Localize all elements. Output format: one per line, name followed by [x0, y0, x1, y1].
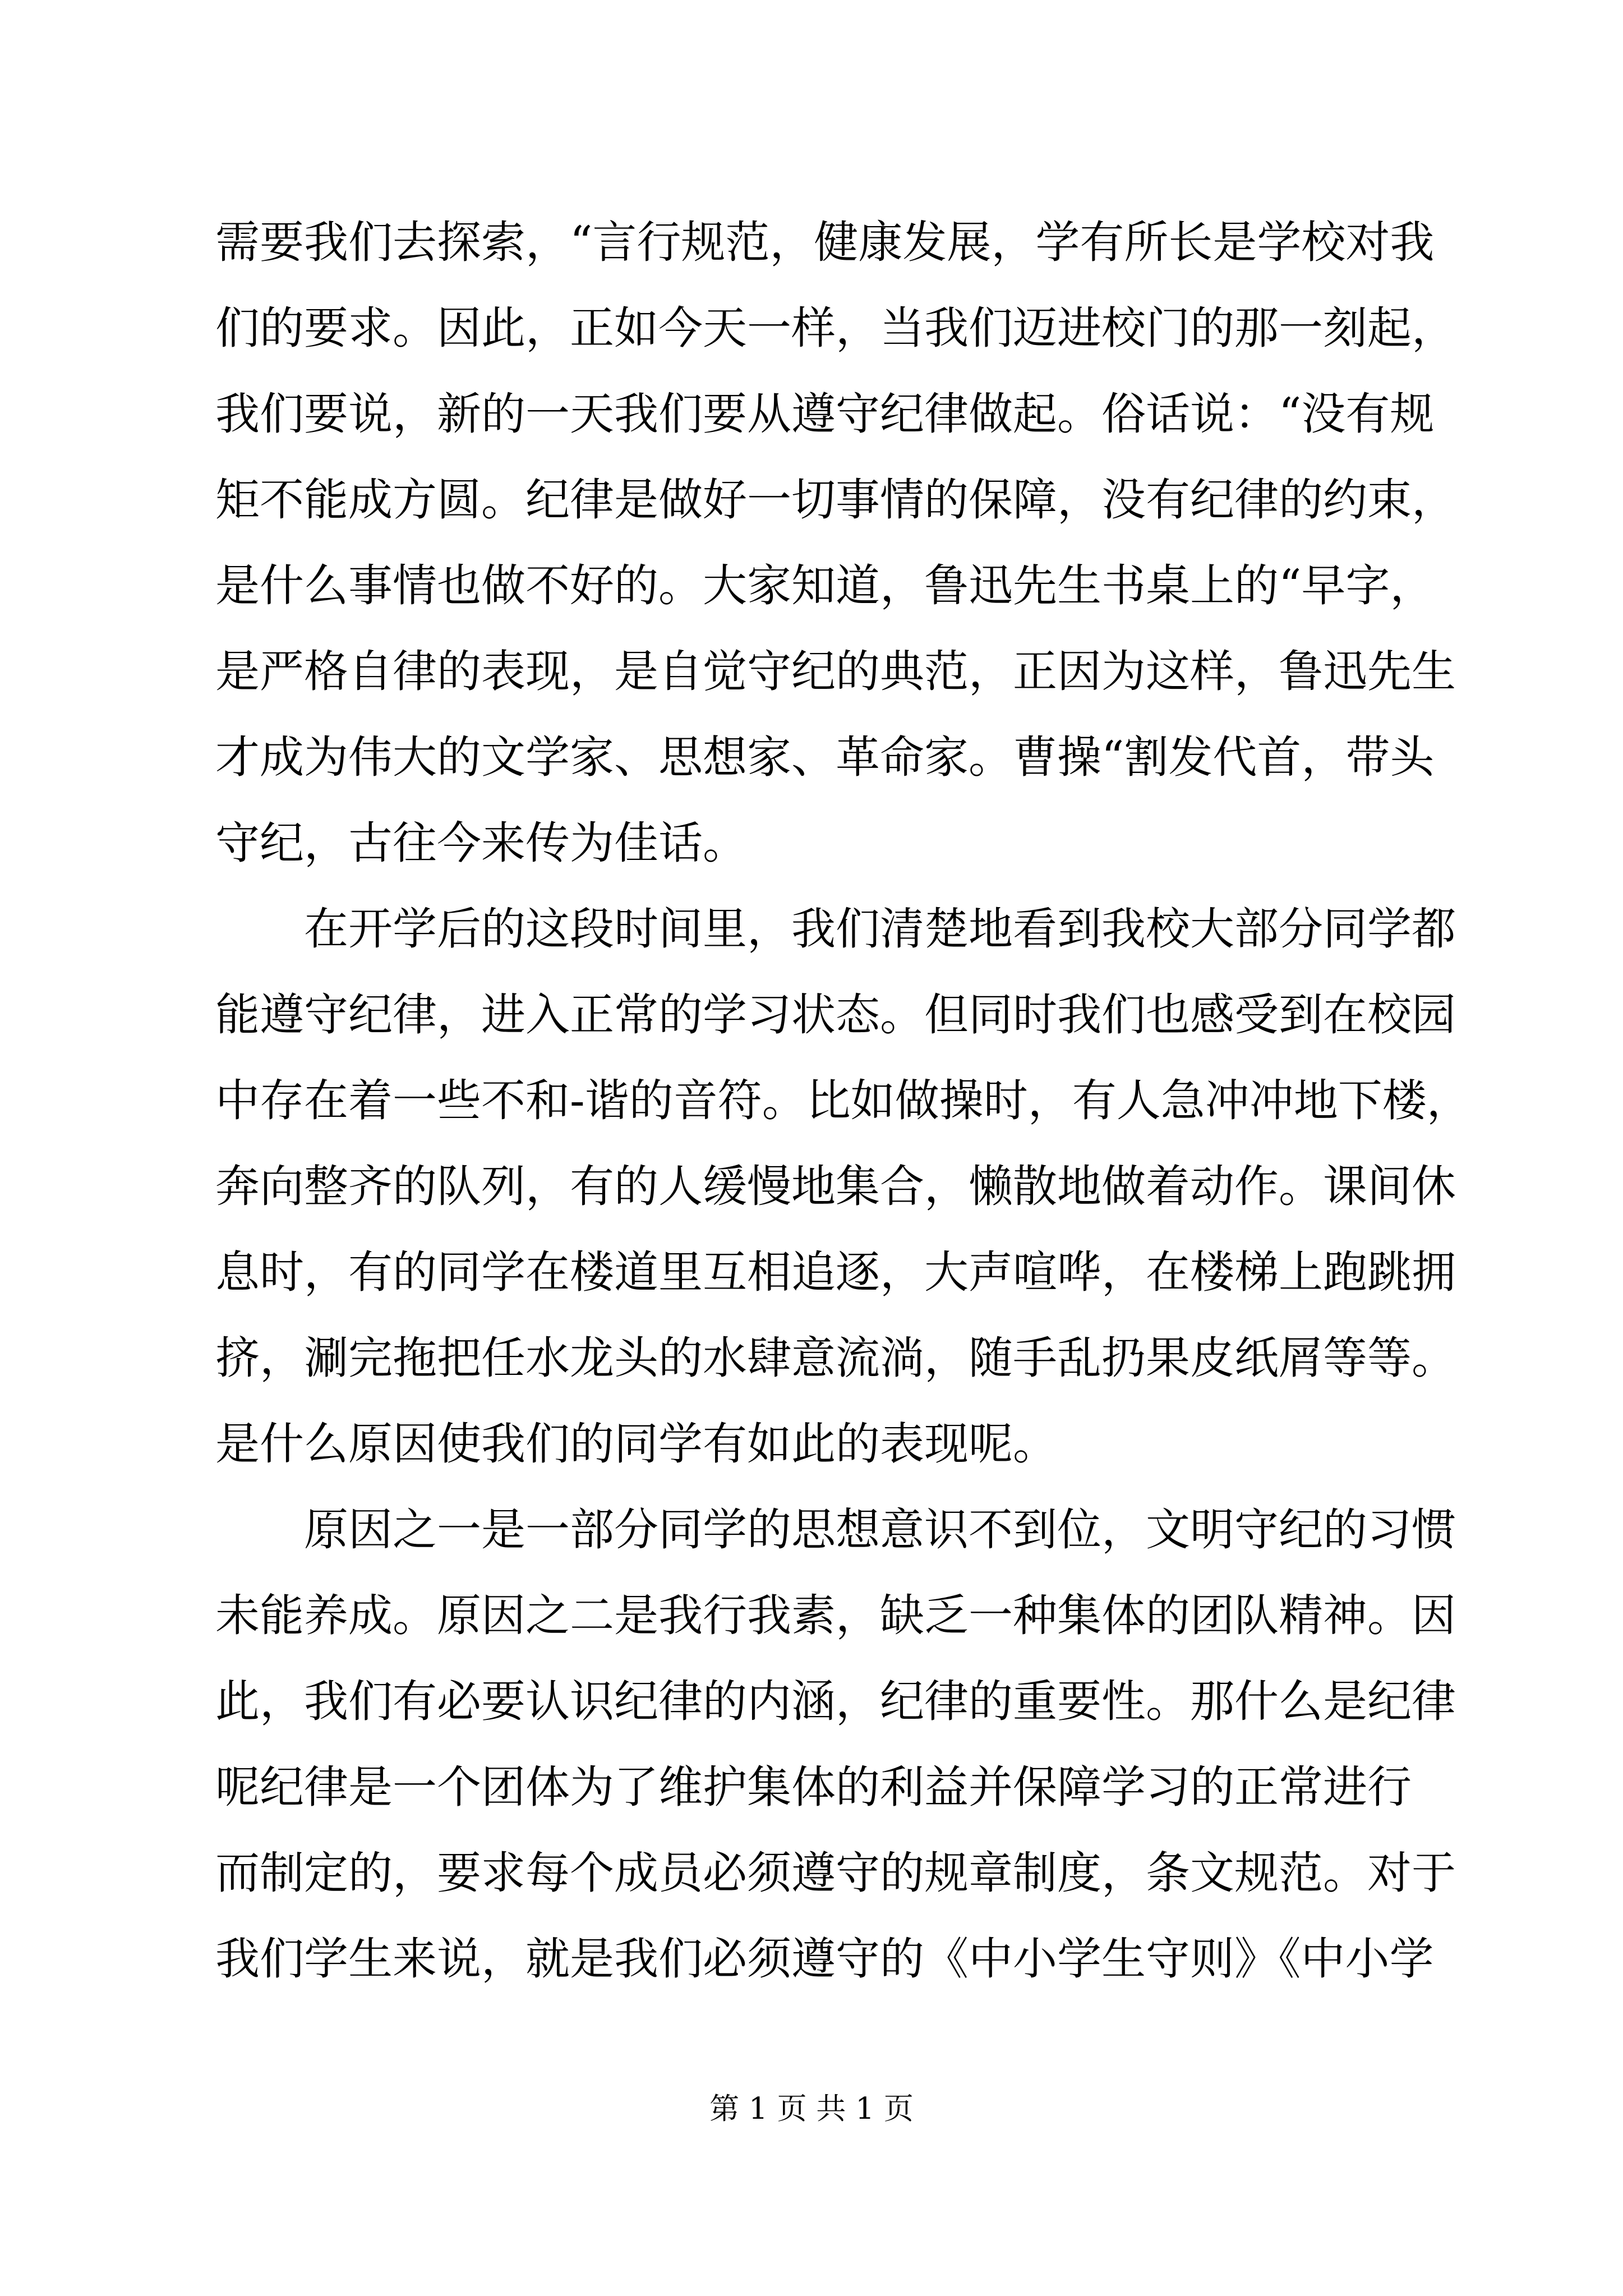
text-line: 是什么原因使我们的同学有如此的表现呢。 — [215, 1418, 1057, 1470]
text-line: 才成为伟大的文学家、思想家、革命家。曹操“割发代首，带头 — [215, 731, 1435, 783]
text-line: 未能养成。原因之二是我行我素，缺乏一种集体的团队精神。因 — [215, 1590, 1456, 1641]
text-line: 我们要说，新的一天我们要从遵守纪律做起。俗话说：“没有规 — [215, 388, 1435, 440]
text-line: 奔向整齐的队列，有的人缓慢地集合，懒散地做着动作。课间休 — [215, 1161, 1456, 1212]
text-line: 此，我们有必要认识纪律的内涵，纪律的重要性。那什么是纪律 — [215, 1676, 1456, 1727]
text-line: 们的要求。因此，正如今天一样，当我们迈进校门的那一刻起， — [215, 302, 1456, 354]
text-line: 能遵守纪律，进入正常的学习状态。但同时我们也感受到在校园 — [215, 989, 1456, 1041]
text-line: 矩不能成方圆。纪律是做好一切事情的保障，没有纪律的约束， — [215, 474, 1456, 526]
text-line: 呢纪律是一个团体为了维护集体的利益并保障学习的正常进行 — [215, 1761, 1412, 1813]
document-body — [215, 213, 1471, 2016]
text-line: 守纪，古往今来传为佳话。 — [215, 817, 747, 869]
text-line: 而制定的，要求每个成员必须遵守的规章制度，条文规范。对于 — [215, 1847, 1456, 1899]
page-footer: 第 1 页 共 1 页 — [709, 2092, 914, 2126]
paragraph-start-line: 在开学后的这段时间里，我们清楚地看到我校大部分同学都 — [304, 903, 1456, 955]
text-line: 需要我们去探索，“言行规范，健康发展，学有所长是学校对我 — [215, 217, 1435, 268]
paragraph-start-line: 原因之一是一部分同学的思想意识不到位，文明守纪的习惯 — [304, 1504, 1456, 1556]
text-line: 是严格自律的表现，是自觉守纪的典范，正因为这样，鲁迅先生 — [215, 646, 1456, 697]
text-line: 挤，涮完拖把任水龙头的水肆意流淌，随手乱扔果皮纸屑等等。 — [215, 1332, 1456, 1384]
text-line: 我们学生来说，就是我们必须遵守的《中小学生守则》《中小学 — [215, 1933, 1434, 1985]
text-line: 息时，有的同学在楼道里互相追逐，大声喧哗，在楼梯上跑跳拥 — [215, 1246, 1456, 1298]
text-line: 是什么事情也做不好的。大家知道，鲁迅先生书桌上的“早字， — [215, 560, 1435, 611]
text-line: 中存在着一些不和-谐的音符。比如做操时，有人急冲冲地下楼， — [215, 1075, 1471, 1126]
